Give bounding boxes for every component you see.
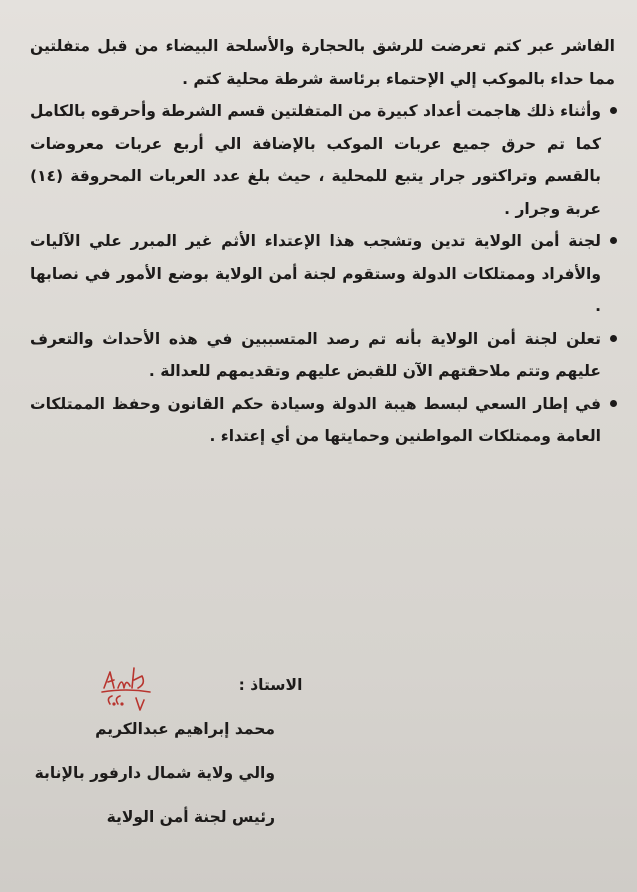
signatory-title: الاستاذ : bbox=[238, 676, 303, 694]
bullet-item-text: وأثناء ذلك هاجمت أعداد كبيرة من المتفلتين قسم الشرطة وأحرقوه بالكامل كما تم حرق جميع عربات الموكب بالإضافة الي أربع عربات معروضات بالقسم وتراكتور جرار يتبع للمحلية ، حيث بلغ عدد العربات المحروقة (١٤) عربة وجرار . bbox=[30, 102, 601, 218]
bullet-item-police-attack bbox=[30, 95, 615, 225]
bullet-item-rule-of-law bbox=[30, 388, 615, 453]
paragraph-intro-text: الفاشر عبر كتم تعرضت للرشق بالحجارة والأسلحة البيضاء من قبل متفلتين مما حداء بالموكب إلي الإحتماء برئاسة شرطة محلية كتم . bbox=[30, 37, 615, 88]
bullet-item-text: تعلن لجنة أمن الولاية بأنه تم رصد المتسببين في هذه الأحداث والتعرف عليهم وتتم ملاحقتهم الآن للقبض عليهم وتقديمهم للعدالة . bbox=[30, 329, 601, 380]
bullet-item-text: في إطار السعي لبسط هيبة الدولة وسيادة حكم القانون وحفظ الممتلكات العامة وممتلكات المواطنين وحمايتها من أي إعتداء . bbox=[30, 394, 601, 445]
signatory-name: محمد إبراهيم عبدالكريم bbox=[95, 720, 275, 738]
bullet-icon bbox=[610, 237, 617, 244]
signatory-role: والي ولاية شمال دارفور بالإنابة bbox=[34, 764, 275, 782]
signatory-chair: رئيس لجنة أمن الولاية bbox=[106, 808, 275, 826]
bullet-item-condemnation bbox=[30, 225, 615, 323]
bullet-icon bbox=[610, 335, 617, 342]
bullet-icon bbox=[610, 107, 617, 114]
bullet-item-text: لجنة أمن الولاية تدين وتشجب هذا الإعتداء الأثم غير المبرر علي الآليات والأفراد وممتلكات الدولة وستقوم لجنة أمن الولاية بوضع الأمور في نصابها . bbox=[30, 232, 601, 315]
bullet-item-suspects bbox=[30, 323, 615, 388]
document-body bbox=[30, 30, 615, 453]
bullet-icon bbox=[610, 400, 617, 407]
paragraph-intro bbox=[30, 30, 615, 95]
